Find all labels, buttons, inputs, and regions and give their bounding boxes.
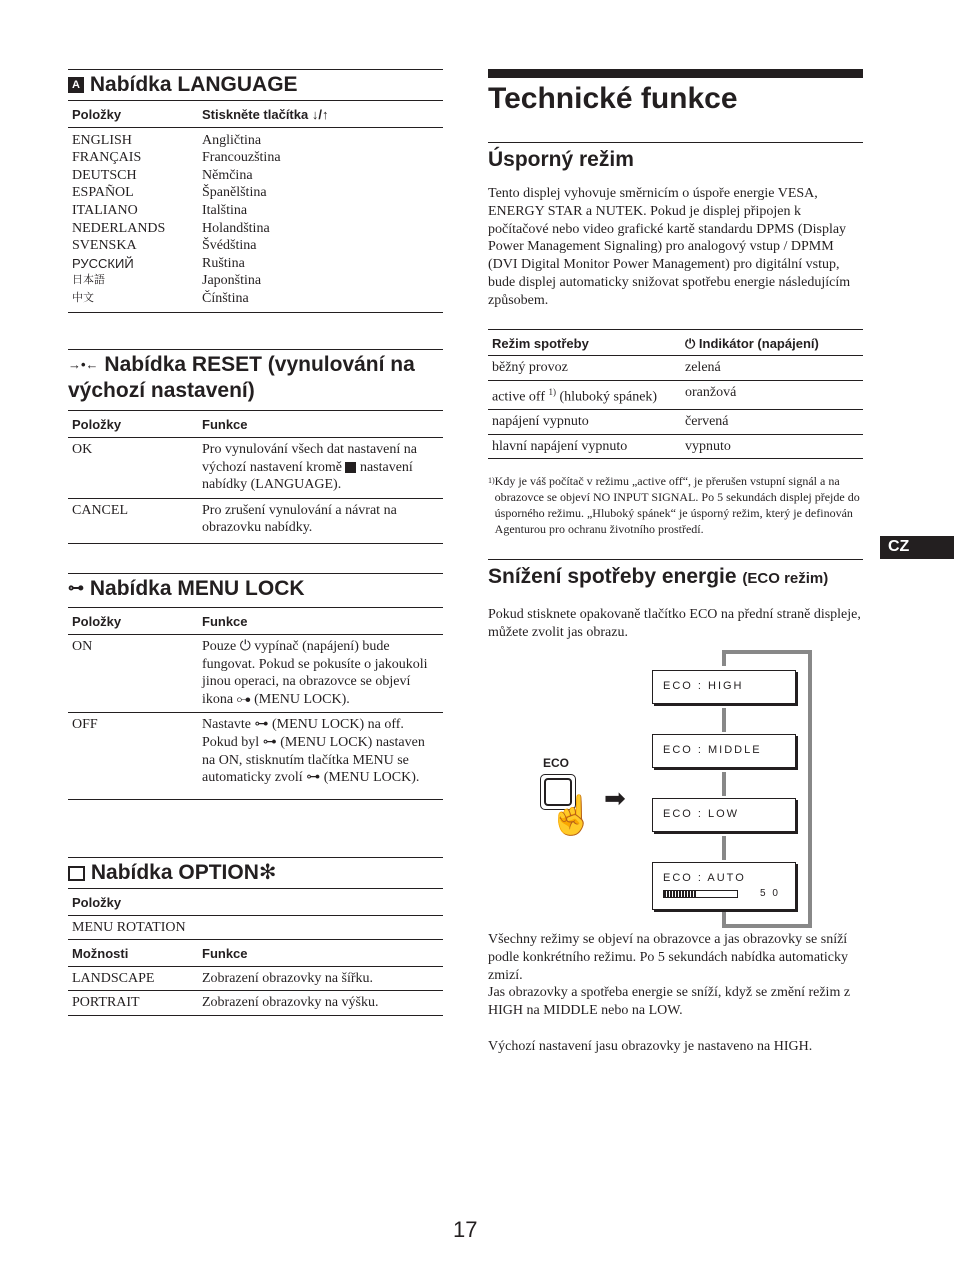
eco-text: Pokud stisknete opakovaně tlačítko ECO na přední straně displeje, můžete zvolit jas obrazu. (488, 607, 861, 640)
reset-section (68, 349, 443, 544)
eco-mode-auto: ECO : AUTO 5 0 (652, 862, 796, 910)
eco-button-label: ECO (543, 756, 570, 770)
key-icon: ⊶ (236, 691, 251, 707)
section-heading-power-saving: Úsporný režim (488, 148, 634, 171)
menulock-heading: ⊶ Nabídka MENU LOCK (68, 574, 443, 604)
option-section (68, 857, 443, 1016)
menulock-table: Položky Funkce ON Pouze ⏻ vypínač (napájení) bude fungovat. Pokud se pokusíte o jakoukoli jinou operaci, na obrazovce se objeví ikona ⊶ (MENU LOCK). OFF Nastavte ⊶ (MENU LOCK) na off. Pokud byl ⊶ (MENU LOCK) nastaven na ON, stisknutím tlačítka MENU se automaticky zvolí ⊶ (MENU LOCK). (68, 607, 443, 799)
language-heading: A Nabídka LANGUAGE (68, 70, 443, 100)
eco-paragraph: Všechny režimy se objeví na obrazovce a jas obrazovky se sníží podle konkrétního režimu. Po 5 sekundách nabídka automaticky zmizí. (488, 932, 849, 983)
right-column (488, 69, 863, 642)
hand-icon: ☝ (548, 795, 596, 837)
section-heading-eco: Snížení spotřeby energie (ECO režim) (488, 565, 829, 589)
key-icon: ⊶ (254, 717, 269, 733)
menulock-section (68, 573, 443, 800)
page-number: 17 (453, 1217, 478, 1242)
reset-table: Položky Funkce OK Pro vynulování všech dat nastavení na výchozí nastavení kromě nastavení nabídky (LANGUAGE). CANCEL Pro zrušení vynulování a návrat na obrazovku nabídky. (68, 410, 443, 544)
language-icon (345, 462, 356, 473)
power-mode-table: Režim spotřeby ⏻ Indikátor (napájení) běžný provoz zelená active off $^{1)}$ (hluboký spánek) oranžová napájení vypnuto červená hlavní napájení vypnuto vypnuto (488, 329, 863, 460)
power-icon: ⏻ (239, 639, 251, 655)
eco-paragraph: Jas obrazovky a spotřeba energie se sníží, když se změní režim z HIGH na MIDDLE nebo na LOW. (488, 985, 851, 1019)
language-icon: A (68, 77, 84, 93)
eco-paragraph: Výchozí nastavení jasu obrazovky je nastaveno na HIGH. (488, 1038, 813, 1054)
language-tab: CZ (880, 536, 954, 559)
arrow-right-icon: ➡ (604, 784, 626, 813)
eco-mode-high: ECO : HIGH (652, 670, 796, 704)
eco-description (488, 931, 863, 1056)
toolbox-icon (68, 866, 85, 881)
key-icon: ⊶ (68, 580, 84, 598)
language-section (68, 69, 443, 313)
brightness-bar (663, 890, 738, 898)
option-table: Položky MENU ROTATION Možnosti Funkce LANDSCAPE Zobrazení obrazovky na šířku. PORTRAIT Zobrazení obrazovky na výšku. (68, 888, 443, 1016)
language-table: Položky Stiskněte tlačítka ↓/↑ ENGLISH Angličtina FRANÇAIS Francouzština DEUTSCH Němčina ESPAÑOL Španělština ITALIANO Italština NEDERLANDS Holandština SVENSKA Švédština РУССКИЙ Ruština 日本語 Japonština 中文 Čínština (68, 100, 443, 313)
reset-icon: →•← (68, 357, 99, 373)
eco-mode-low: ECO : LOW (652, 798, 796, 832)
option-heading: Nabídka OPTION✻ (68, 858, 443, 888)
footnote: 1) Kdy je váš počítač v režimu „active off“, je přerušen vstupní signál a na obrazovce se objeví NO INPUT SIGNAL. Po 5 sekundách displej přejde do úsporného režimu. „Hluboký spánek“ je úsporný režim, který je definován Agenturou pro ochranu životního prostředí. (488, 474, 860, 537)
eco-mode-middle: ECO : MIDDLE (652, 734, 796, 768)
power-saving-text: Tento displej vyhovuje směrnicím o úspoře energie VESA, ENERGY STAR a NUTEK. Pokud je displej připojen k počítačové nebo video grafické kartě standardu DPMS (Display Power Management Signaling) pro analogový vstup / DPMM (DVI Digital Monitor Power Management) pro digitální vstup, bude displej automaticky snižovat spotřebu energie následujícím způsobem. (488, 186, 851, 308)
reset-heading: →•← Nabídka RESET (vynulování na výchozí nastavení) (68, 353, 415, 403)
page-title: Technické funkce (488, 82, 738, 115)
power-icon: ⏻ (685, 335, 696, 351)
key-icon: ⊶ (306, 770, 321, 786)
key-icon: ⊶ (262, 735, 277, 751)
